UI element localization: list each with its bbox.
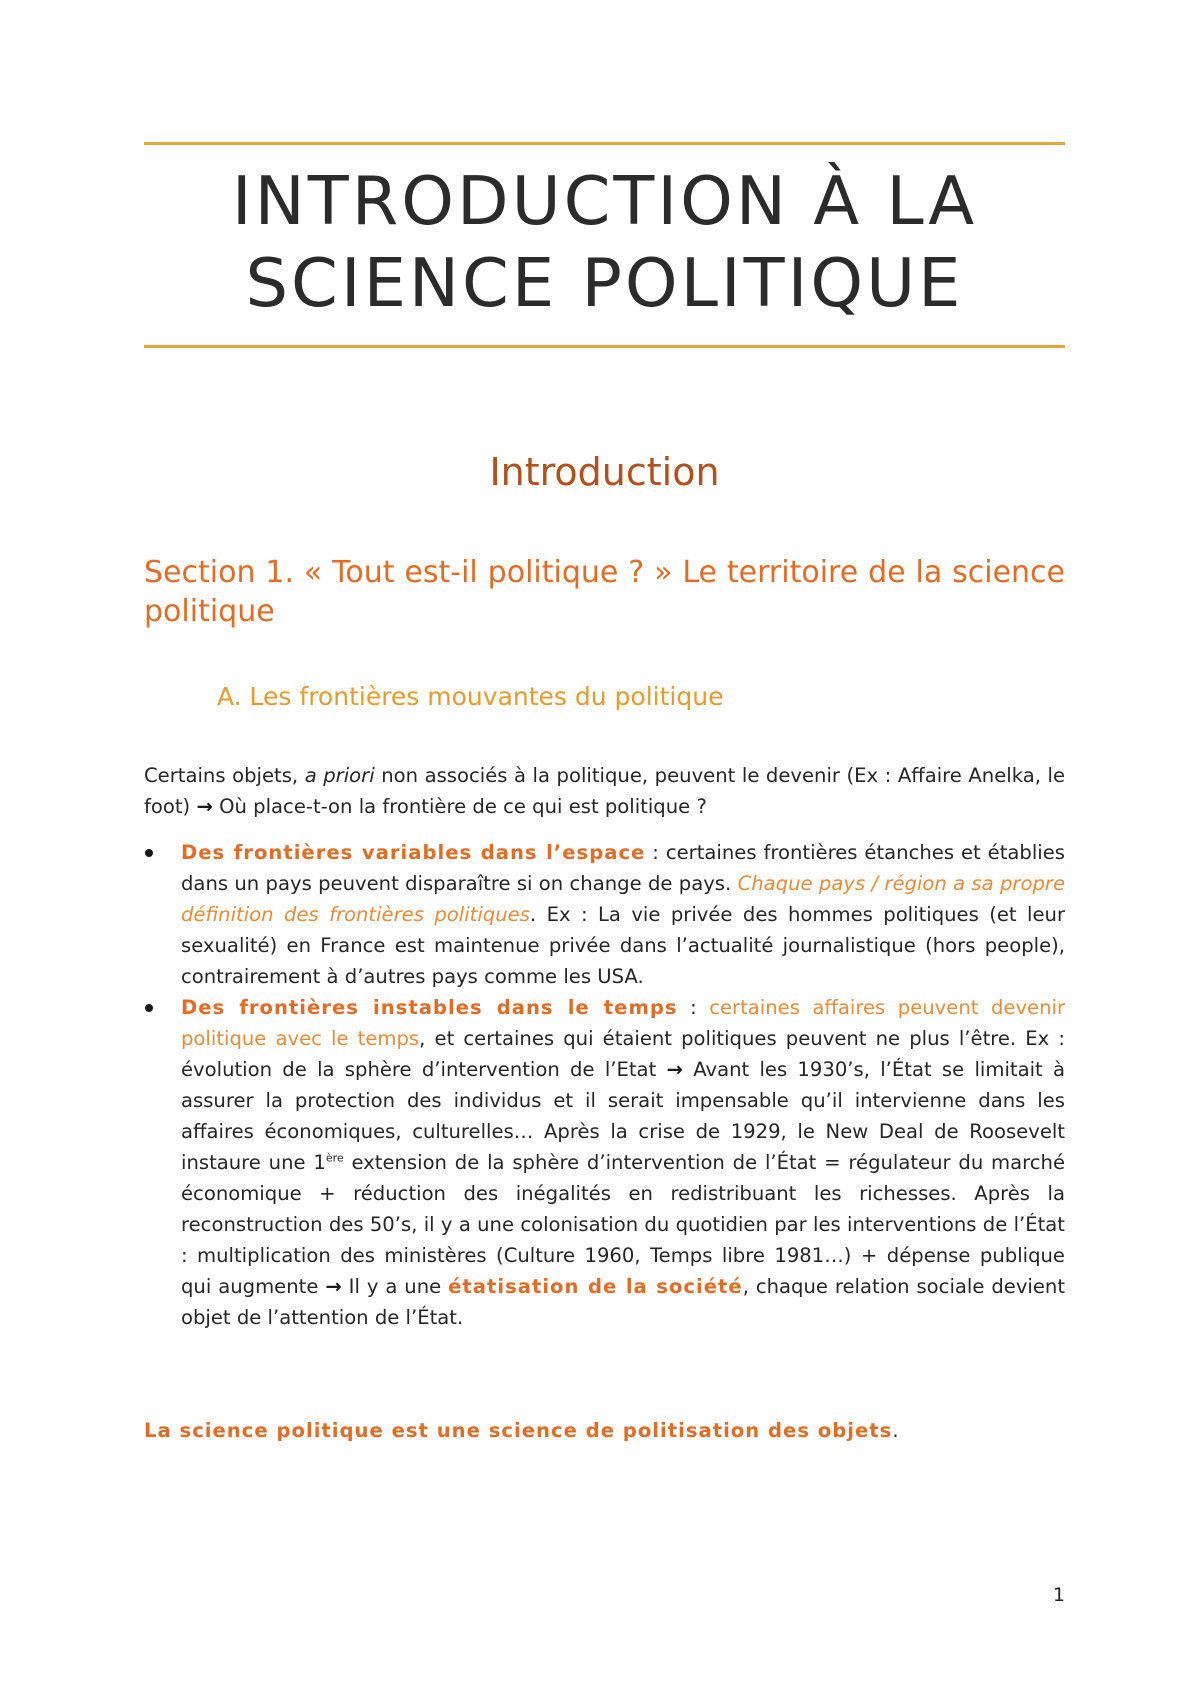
bullet2-text-5: Il y a une (341, 1275, 449, 1298)
bullet-item-space (144, 837, 1065, 992)
bullet2-text-6: , chaque relation sociale devient objet de l’attention de l’État. (181, 1275, 1066, 1329)
intro-text-1: Certains objets, (144, 764, 305, 787)
title-line-2: SCIENCE POLITIQUE (245, 244, 964, 322)
bullet1-highlight: Chaque pays / région a sa propre définition des frontières politiques (181, 872, 1065, 926)
bullet2-text-2: , et certaines qui étaient politiques peuvent ne plus l’être. Ex : évolution de la sphère d’intervention de l’Etat (181, 1027, 1066, 1081)
arrow-icon: → (325, 1275, 342, 1298)
bullet2-text-4: extension de la sphère d’intervention de l’État = régulateur du marché économique + réduction des inégalités en redistribuant les richesses. Après la reconstruction des 50’s, il y a une colonisation du quotidien par les interventions de l’État : multiplication des ministères (Culture 1960, Temps libre 1981…) + dépense publique qui augmente (181, 1151, 1066, 1298)
chapter-heading: Introduction (489, 450, 720, 494)
bullet-item-time (144, 992, 1065, 1333)
conclusion-keyword: La science politique est une science de politisation des objets (144, 1419, 893, 1442)
conclusion-end: . (892, 1419, 899, 1442)
bullet2-highlight: certaines affaires peuvent devenir politique avec le temps (181, 996, 1066, 1050)
bullet-list (144, 837, 1065, 1333)
bullet2-keyword: Des frontières instables dans le temps (181, 996, 678, 1019)
intro-italic: a priori (304, 764, 375, 787)
arrow-icon: → (666, 1058, 683, 1081)
bullet2-superscript: ère (325, 1151, 344, 1165)
bullet1-text-2: . Ex : La vie privée des hommes politiques (et leur sexualité) en France est maintenue privée dans l’actualité journalistique (hors people), contrairement à d’autres pays comme les USA. (181, 903, 1065, 988)
title-line-1: INTRODUCTION À LA (231, 162, 978, 240)
document-title (144, 160, 1065, 324)
intro-paragraph (144, 760, 1065, 822)
section-heading: Section 1. « Tout est-il politique ? » Le territoire de la science politique (144, 555, 1065, 629)
bullet1-text-1: : certaines frontières étanches et établies dans un pays peuvent disparaître si on change de pays. (181, 841, 1065, 895)
bullet-dot-icon (145, 849, 153, 857)
title-bottom-rule (144, 345, 1065, 348)
intro-text-3: Où place-t-on la frontière de ce qui est politique ? (212, 795, 707, 818)
page-number: 1 (1052, 1584, 1065, 1606)
arrow-icon: → (196, 795, 213, 818)
subsection-heading: A. Les frontières mouvantes du politique (217, 682, 724, 711)
intro-text-2: non associés à la politique, peuvent le devenir (Ex : Affaire Anelka, le foot) (144, 764, 1065, 818)
bullet2-text-1: : (677, 996, 710, 1019)
bullet-dot-icon (145, 1004, 153, 1012)
bullet2-keyword-2: étatisation de la société (448, 1275, 743, 1298)
bullet1-keyword: Des frontières variables dans l’espace (181, 841, 646, 864)
title-top-rule (144, 142, 1065, 145)
bullet2-text-3: Avant les 1930’s, l’État se limitait à assurer la protection des individus et il serait impensable qu’il intervienne dans les affaires économiques, culturelles… Après la crise de 1929, le New Deal de Roosevelt instaure une 1 (181, 1058, 1065, 1174)
conclusion-paragraph (144, 1415, 1065, 1446)
